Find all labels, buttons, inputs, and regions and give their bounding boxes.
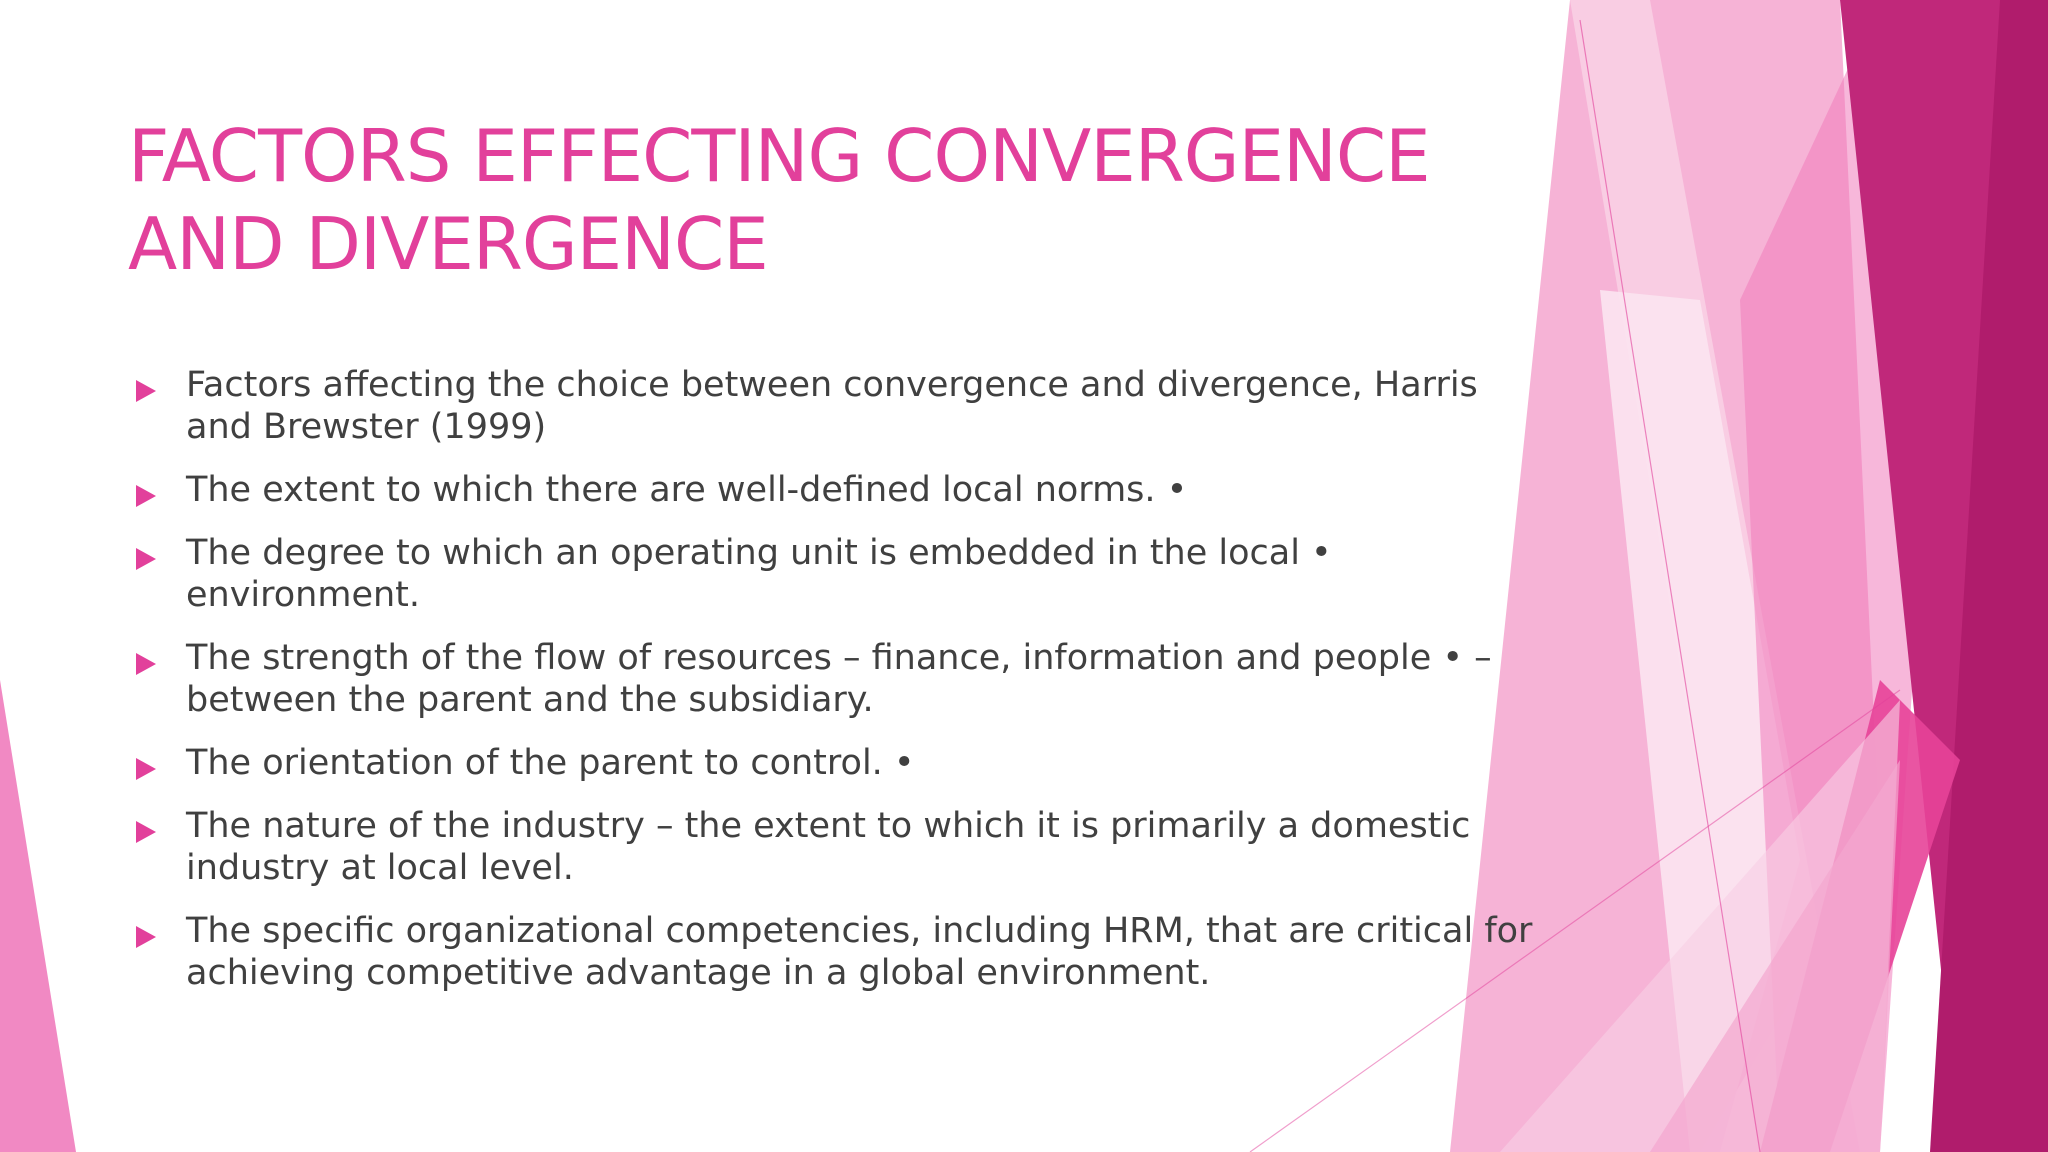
bullet-text: The degree to which an operating unit is embedded in the local • environment. xyxy=(186,533,1332,615)
triangle-right-icon xyxy=(128,637,186,679)
triangle-right-icon xyxy=(128,469,186,511)
bullet-item xyxy=(128,532,1548,616)
triangle-right-icon xyxy=(128,364,186,406)
triangle-right-icon xyxy=(128,910,186,952)
bullet-item xyxy=(128,364,1548,448)
bullet-text: The nature of the industry – the extent to which it is primarily a domestic industry at local level. xyxy=(186,806,1471,888)
bullet-text: The orientation of the parent to control. • xyxy=(186,743,915,783)
bullet-text: Factors affecting the choice between convergence and divergence, Harris and Brewster (1999) xyxy=(186,365,1478,447)
bullet-item xyxy=(128,637,1548,721)
triangle-right-icon xyxy=(128,742,186,784)
bullet-item xyxy=(128,742,1548,784)
bullet-text: The extent to which there are well-defined local norms. • xyxy=(186,470,1188,510)
triangle-right-icon xyxy=(128,805,186,847)
bullet-item xyxy=(128,469,1548,511)
bullet-text: The strength of the flow of resources – finance, information and people • – between the parent and the subsidiary. xyxy=(186,638,1492,720)
slide-title: FACTORS EFFECTING CONVERGENCE AND DIVERGENCE xyxy=(128,114,1430,286)
triangle-right-icon xyxy=(128,532,186,574)
bullet-text: The specific organizational competencies, including HRM, that are critical for achieving competitive advantage in a global environment. xyxy=(186,911,1533,993)
bullet-item xyxy=(128,805,1548,889)
left-pink-wedge xyxy=(0,680,76,1152)
bullet-item xyxy=(128,910,1548,994)
bullet-list xyxy=(128,364,1548,1015)
